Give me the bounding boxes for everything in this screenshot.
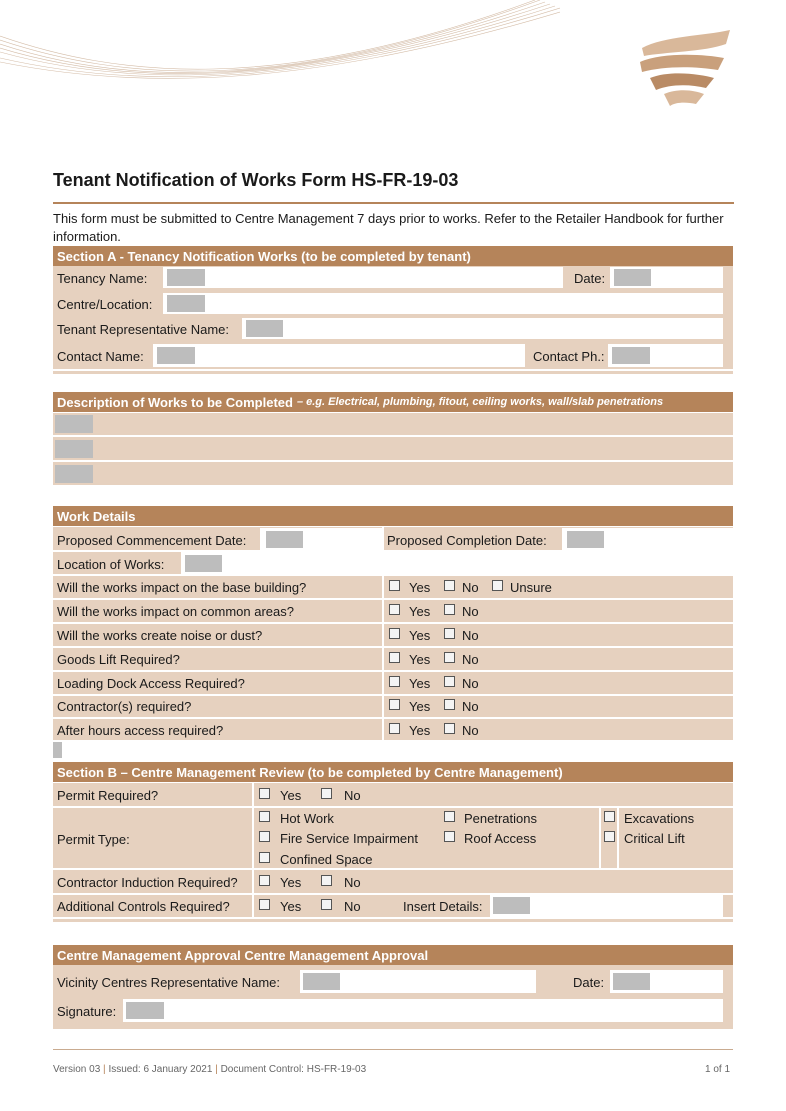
tenancy-name-label: Tenancy Name: [57,271,148,286]
question-contractors: Contractor(s) required? [57,699,192,714]
tenant-rep-field[interactable] [242,318,723,339]
yes-label: Yes [280,899,302,914]
no-label: No [344,875,361,890]
question-common-areas: Will the works impact on common areas? [57,604,294,619]
insert-details-placeholder [493,897,530,914]
description-row-2-placeholder [55,440,93,458]
footer-sep: | [103,1064,106,1075]
description-title: Description of Works to be Completed [57,394,293,410]
question-loading-dock: Loading Dock Access Required? [57,676,245,691]
description-row-3[interactable] [53,462,733,485]
loading-dock-yes-checkbox[interactable] [389,676,400,687]
description-row-2[interactable] [53,437,733,460]
fire-service-label: Fire Service Impairment [280,831,418,846]
contractors-yes-checkbox[interactable] [389,699,400,710]
signature-placeholder [126,1002,164,1019]
permit-no-checkbox[interactable] [321,788,332,799]
wd-sep [53,622,733,624]
hot-work-label: Hot Work [280,811,334,826]
common-areas-yes-checkbox[interactable] [389,604,400,615]
description-hint: – e.g. Electrical, plumbing, fitout, ceiling works, wall/slab penetrations [296,396,664,408]
wd-sep [53,646,733,648]
induction-no-checkbox[interactable] [321,875,332,886]
insert-details-label: Insert Details: [403,899,483,914]
section-a-header: Section A - Tenancy Notification Works (to be completed by tenant) [53,246,733,266]
commencement-label: Proposed Commencement Date: [57,533,247,548]
sb-vsep [599,808,601,868]
spacer-placeholder [53,742,62,758]
after-hours-yes-checkbox[interactable] [389,723,400,734]
no-label: No [462,676,479,691]
logo-ribbon-icon [634,26,734,108]
sb-sep [53,917,733,919]
no-label: No [462,628,479,643]
no-label: No [462,652,479,667]
footer-meta [53,1064,366,1075]
common-areas-no-checkbox[interactable] [444,604,455,615]
contact-ph-placeholder [612,347,650,364]
centre-location-field[interactable] [163,293,723,314]
yes-label: Yes [409,699,431,714]
noise-dust-yes-checkbox[interactable] [389,628,400,639]
loading-dock-no-checkbox[interactable] [444,676,455,687]
contact-ph-label: Contact Ph.: [533,349,605,364]
rep-name-label: Vicinity Centres Representative Name: [57,975,281,990]
title-rule [53,202,734,204]
footer-version: Version 03 [53,1064,101,1075]
description-row-1[interactable] [53,413,733,435]
unsure-label: Unsure [510,580,552,595]
additional-controls-label: Additional Controls Required? [57,899,230,914]
additional-no-checkbox[interactable] [321,899,332,910]
critical-lift-label: Critical Lift [624,831,685,846]
confined-space-label: Confined Space [280,852,373,867]
yes-label: Yes [409,676,431,691]
no-label: No [462,604,479,619]
contact-name-label: Contact Name: [57,349,144,364]
hot-work-checkbox[interactable] [259,811,270,822]
yes-label: Yes [409,580,431,595]
after-hours-no-checkbox[interactable] [444,723,455,734]
completion-placeholder [567,531,604,548]
base-building-unsure-checkbox[interactable] [492,580,503,591]
question-base-building: Will the works impact on the base building? [57,580,307,595]
wd-sep [53,670,733,672]
no-label: No [462,723,479,738]
tenancy-name-field[interactable] [163,267,563,288]
goods-lift-no-checkbox[interactable] [444,652,455,663]
roof-access-checkbox[interactable] [444,831,455,842]
question-noise-dust: Will the works create noise or dust? [57,628,263,643]
signature-field[interactable] [123,999,723,1022]
wd-sep [53,574,733,576]
permit-type-label: Permit Type: [57,832,130,847]
excavations-checkbox[interactable] [604,811,615,822]
location-label: Location of Works: [57,557,165,572]
header-wave-decoration [0,0,560,90]
location-field[interactable] [181,552,733,574]
fire-service-checkbox[interactable] [259,831,270,842]
intro-text: This form must be submitted to Centre Management 7 days prior to works. Refer to the Retailer Handbook for further information. [53,211,724,244]
footer-issued: Issued: 6 January 2021 [108,1064,213,1075]
centre-location-placeholder [167,295,205,312]
approval-date-placeholder [613,973,650,990]
permit-yes-checkbox[interactable] [259,788,270,799]
approval-date-label: Date: [573,975,605,990]
contact-name-field[interactable] [153,344,525,367]
excavations-label: Excavations [624,811,695,826]
date-label: Date: [574,271,606,286]
goods-lift-yes-checkbox[interactable] [389,652,400,663]
confined-space-checkbox[interactable] [259,852,270,863]
description-header [53,392,733,412]
noise-dust-no-checkbox[interactable] [444,628,455,639]
base-building-yes-checkbox[interactable] [389,580,400,591]
penetrations-checkbox[interactable] [444,811,455,822]
wd-sep [53,694,733,696]
rep-name-placeholder [303,973,340,990]
question-goods-lift: Goods Lift Required? [57,652,180,667]
section-a-bottom [53,371,733,374]
base-building-no-checkbox[interactable] [444,580,455,591]
no-label: No [462,699,479,714]
roof-access-label: Roof Access [464,831,537,846]
contractors-no-checkbox[interactable] [444,699,455,710]
commencement-placeholder [266,531,303,548]
work-details-header: Work Details [53,506,733,526]
wd-sep [53,717,733,719]
yes-label: Yes [409,604,431,619]
tenant-rep-label: Tenant Representative Name: [57,322,229,337]
yes-label: Yes [409,723,431,738]
tenant-rep-placeholder [246,320,283,337]
no-label: No [462,580,479,595]
yes-label: Yes [280,875,302,890]
sb-vsep [617,808,619,868]
description-row-3-placeholder [55,465,93,483]
tenancy-name-placeholder [167,269,205,286]
critical-lift-checkbox[interactable] [604,831,615,842]
permit-required-label: Permit Required? [57,788,159,803]
sb-sep [53,806,733,808]
yes-label: Yes [409,652,431,667]
completion-label: Proposed Completion Date: [387,533,547,548]
footer-page-number: 1 of 1 [705,1064,731,1075]
footer-sep: | [215,1064,218,1075]
no-label: No [344,788,361,803]
sb-vsep [252,783,254,917]
question-after-hours: After hours access required? [57,723,224,738]
induction-label: Contractor Induction Required? [57,875,238,890]
section-b-header: Section B – Centre Management Review (to be completed by Centre Management) [53,762,733,782]
footer-doc-control: Document Control: HS-FR-19-03 [220,1064,367,1075]
contact-name-placeholder [157,347,195,364]
centre-location-label: Centre/Location: [57,297,153,312]
induction-yes-checkbox[interactable] [259,875,270,886]
additional-yes-checkbox[interactable] [259,899,270,910]
footer-rule [53,1049,733,1050]
date-placeholder [614,269,651,286]
location-placeholder [185,555,222,572]
page-title: Tenant Notification of Works Form HS-FR-19-03 [53,170,459,190]
yes-label: Yes [280,788,302,803]
description-row-1-placeholder [55,415,93,433]
approval-header: Centre Management Approval Centre Management Approval [53,945,733,965]
yes-label: Yes [409,628,431,643]
sb-sep [53,868,733,870]
no-label: No [344,899,361,914]
signature-label: Signature: [57,1004,117,1019]
penetrations-label: Penetrations [464,811,537,826]
wd-sep [53,598,733,600]
